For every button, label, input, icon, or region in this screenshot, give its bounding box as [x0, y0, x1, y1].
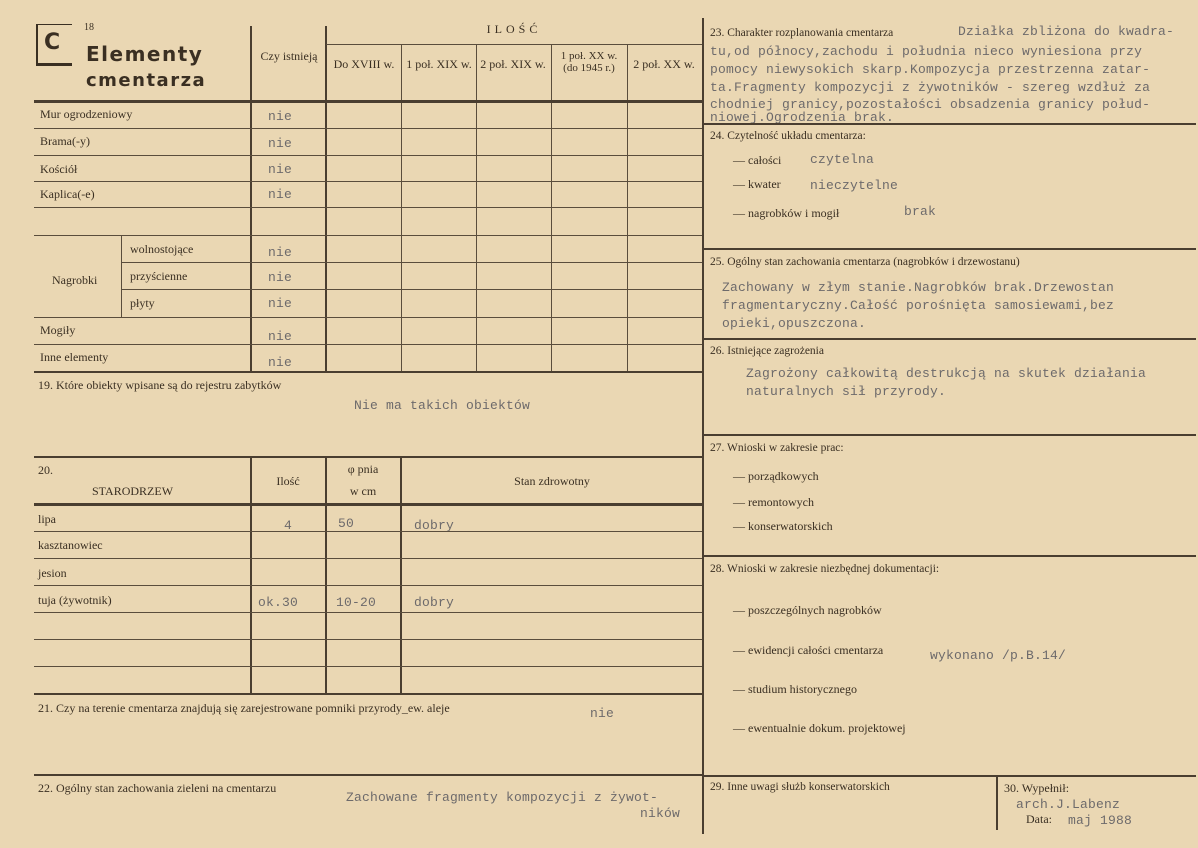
nagrobki-label-przyscienne: przyścienne [130, 269, 188, 283]
element-value-kosciol: nie [268, 162, 293, 177]
section-letter: C [44, 30, 62, 55]
q20-number: 20. [38, 463, 53, 477]
q20-col-dia: φ pnia [347, 462, 379, 476]
q21-value: nie [590, 706, 615, 721]
q29-label: 29. Inne uwagi służb konserwatorskich [710, 781, 890, 793]
q24-item-label-1: — całości [733, 153, 782, 167]
period-header-5: 2 poł. XX w. [633, 57, 695, 71]
q25-line-1: Zachowany w złym stanie.Nagrobków brak.Drzewostan [722, 280, 1115, 295]
q19-label: 19. Które obiekty wpisane są do rejestru zabytków [38, 378, 282, 392]
col-exists-header: Czy istnieją [260, 49, 318, 63]
q27-item-2: — remontowych [733, 495, 814, 509]
q25-line-2: fragmentaryczny.Całość porośnięta samosiewami,bez [722, 298, 1115, 313]
q25-line-3: opieki,opuszczona. [722, 316, 867, 331]
q23-line-4: ta.Fragmenty kompozycji z żywotników - szereg wzdłuż za [710, 80, 1151, 95]
q26-line-2: naturalnych sił przyrody. [746, 384, 947, 399]
q27-item-3: — konserwatorskich [733, 519, 833, 533]
mogily-label: Mogiły [40, 323, 76, 337]
q20-col-health: Stan zdrowotny [514, 474, 590, 488]
q22-label: 22. Ogólny stan zachowania zieleni na cmentarzu [38, 781, 277, 795]
inne-elementy-label: Inne elementy [40, 350, 109, 364]
q23-line-3: pomocy niewysokich skarp.Kompozycja przestrzenna zatar- [710, 62, 1151, 77]
q23-line-5: chodniej granicy,pozostałości obsadzenia granicy połud- [710, 97, 1151, 112]
tree-qty-4: ok.30 [258, 595, 299, 610]
q23-label: 23. Charakter rozplanowania cmentarza [710, 27, 894, 39]
period-header-3: 2 poł. XIX w. [480, 57, 546, 71]
q19-value: Nie ma takich obiektów [354, 398, 531, 413]
mogily-value: nie [268, 329, 293, 344]
q22-value-line1: Zachowane fragmenty kompozycji z żywot- [346, 790, 659, 805]
q23-line-2: tu,od północy,zachodu i południa nieco wyniesiona przy [710, 44, 1143, 59]
q24-item-value-1: czytelna [810, 152, 875, 167]
period-header-2: 1 poł. XIX w. [406, 57, 472, 71]
tree-qty-1: 4 [283, 518, 292, 533]
q27-label: 27. Wnioski w zakresie prac: [710, 442, 844, 454]
section-number: 18 [84, 22, 94, 33]
tree-health-4: dobry [414, 595, 455, 610]
tree-name-4: tuja (żywotnik) [38, 593, 112, 607]
q24-item-value-3: brak [904, 204, 937, 219]
q24-item-label-2: — kwater [733, 177, 781, 191]
q23-line-1: Działka zbliżona do kwadra- [958, 24, 1175, 39]
q24-item-value-2: nieczytelne [810, 178, 899, 193]
ilosc-header: ILOŚĆ [486, 22, 542, 36]
tree-name-2: kasztanowiec [38, 538, 103, 552]
element-label-mur: Mur ogrodzeniowy [40, 107, 133, 121]
q20-col-qty: Ilość [276, 474, 300, 488]
section-title-line2: cmentarza [86, 70, 207, 91]
q28-item-label-1: — poszczególnych nagrobków [733, 603, 882, 617]
nagrobki-value-plyty: nie [268, 296, 293, 311]
q25-label: 25. Ogólny stan zachowania cmentarza (nagrobków i drzewostanu) [710, 256, 1020, 268]
q28-item-label-3: — studium historycznego [733, 682, 857, 696]
q22-value-line2: ników [640, 806, 681, 821]
q28-label: 28. Wnioski w zakresie niezbędnej dokumentacji: [710, 563, 940, 575]
element-value-mur: nie [268, 109, 293, 124]
q21-label: 21. Czy na terenie cmentarza znajdują się zarejestrowane pomniki przyrody_ew. aleje [38, 701, 450, 715]
element-label-kaplica: Kaplica(-e) [40, 187, 95, 201]
nagrobki-value-przyscienne: nie [268, 270, 293, 285]
section-title-line1: Elementy [86, 42, 204, 66]
period-header-4: 1 poł. XX w. (do 1945 r.) [560, 50, 618, 74]
q30-date-label: Data: [1026, 812, 1052, 826]
element-value-brama: nie [268, 136, 293, 151]
element-label-brama: Brama(-y) [40, 134, 90, 148]
q20-col-dia-unit: w cm [349, 484, 377, 498]
element-label-kosciol: Kościół [40, 162, 78, 176]
q27-item-1: — porządkowych [733, 469, 819, 483]
q28-item-value-2: wykonano /p.B.14/ [930, 648, 1067, 663]
nagrobki-label: Nagrobki [52, 273, 98, 287]
nagrobki-value-wolnostojace: nie [268, 245, 293, 260]
element-value-kaplica: nie [268, 187, 293, 202]
tree-dia-1: 50 [337, 516, 354, 531]
q30-name: arch.J.Labenz [1016, 797, 1121, 812]
q26-line-1: Zagrożony całkowitą destrukcją na skutek działania [746, 366, 1147, 381]
tree-name-3: jesion [38, 566, 67, 580]
tree-health-1: dobry [414, 518, 455, 533]
q30-label: 30. Wypełnił: [1004, 781, 1070, 795]
nagrobki-label-wolnostojace: wolnostojące [130, 242, 194, 256]
nagrobki-label-plyty: płyty [130, 296, 155, 310]
q28-item-label-4: — ewentualnie dokum. projektowej [733, 721, 906, 735]
tree-dia-4: 10-20 [336, 595, 377, 610]
tree-name-1: lipa [38, 512, 56, 526]
q28-item-label-2: — ewidencji całości cmentarza [733, 643, 884, 657]
inne-elementy-value: nie [268, 355, 293, 370]
q20-label: STARODRZEW [92, 484, 174, 498]
q30-date: maj 1988 [1068, 813, 1133, 828]
q24-item-label-3: — nagrobków i mogił [733, 206, 840, 220]
q26-label: 26. Istniejące zagrożenia [710, 345, 824, 357]
q24-label: 24. Czytelność układu cmentarza: [710, 130, 866, 142]
q23-line-6: niowej.Ogrodzenia brak. [710, 110, 895, 125]
period-header-1: Do XVIII w. [333, 57, 395, 71]
